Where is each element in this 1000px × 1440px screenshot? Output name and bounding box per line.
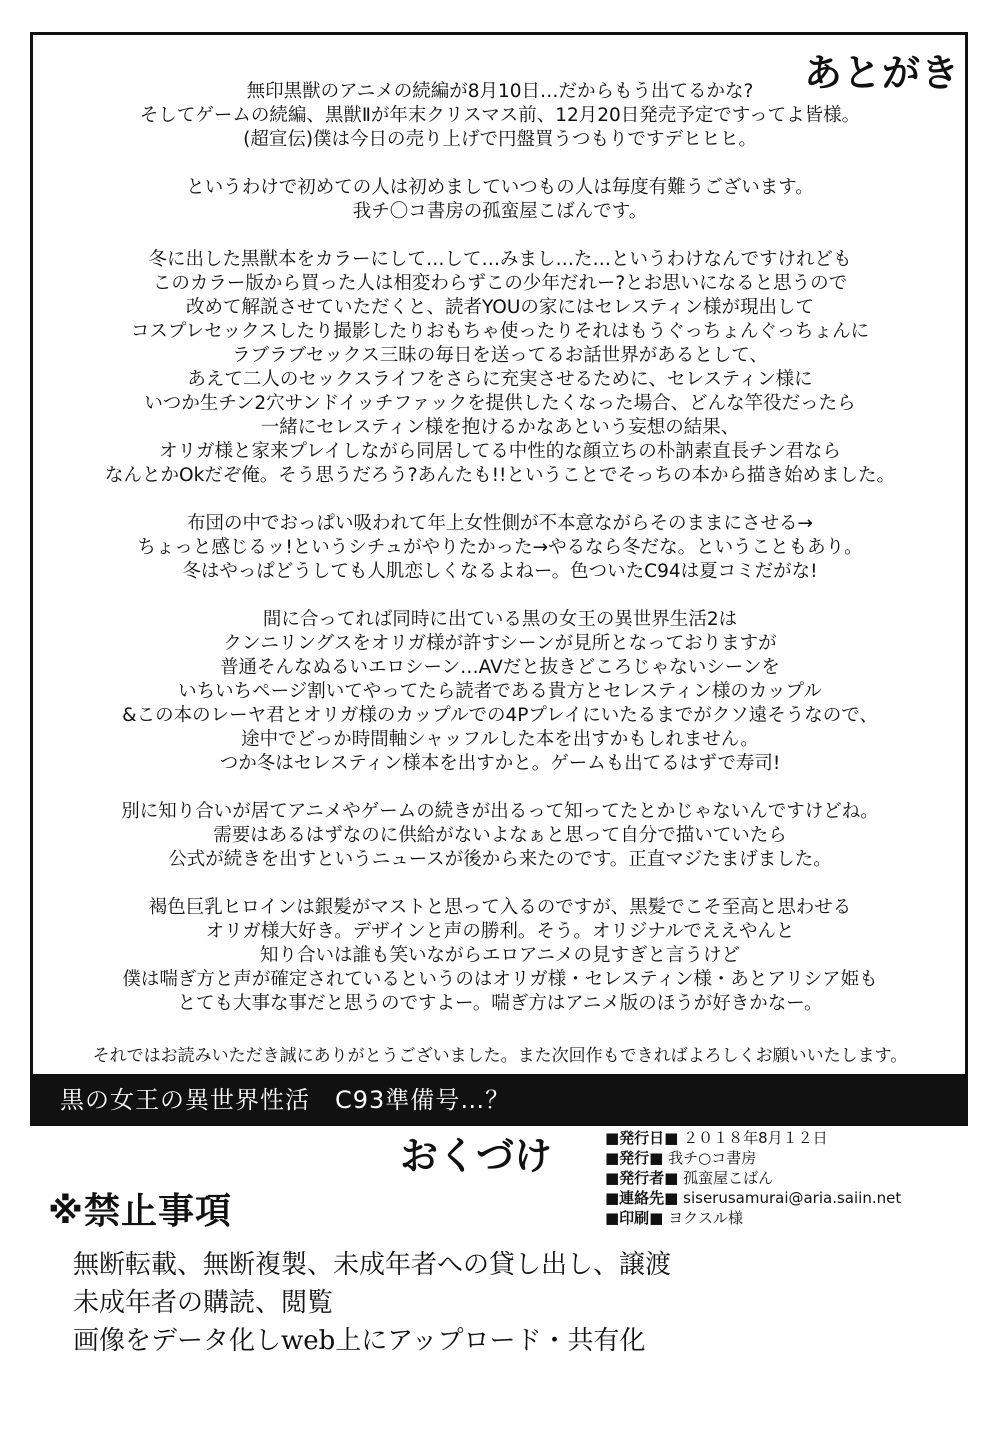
paragraph	[55, 512, 945, 584]
colophon-row	[605, 1148, 901, 1168]
afterword-heading: あとがき	[803, 51, 960, 95]
closing-line: それではお読みいただき誠にありがとうございました。また次回作もできればよろしくお願いいたします。	[92, 1046, 908, 1066]
text-line: オリガ様大好き。デザインと声の勝利。そう。オリジナルでええやんと	[205, 921, 795, 942]
text-line: ラブラブセックス三昧の毎日を送ってるお話世界があるとして、	[232, 345, 768, 366]
prohibition-item: 無断転載、無断複製、未成年者への貸し出し、譲渡	[73, 1250, 672, 1280]
paragraph	[55, 896, 945, 1016]
text-line: ちょっと感じるッ!というシチュがやりたかった→やるなら冬だな。ということもあり。	[137, 537, 863, 558]
text-line: そしてゲームの続編、黒獣Ⅱが年末クリスマス前、12月20日発売予定ですってよ皆様。	[139, 105, 861, 126]
text-line: 冬はやっぱどうしても人肌恋しくなるよねー。色ついたC94は夏コミだがな!	[182, 561, 818, 582]
text-line: 別に知り合いが居てアニメやゲームの続きが出るって知ってたとかじゃないんですけどね。	[121, 801, 879, 822]
text-line: 途中でどっか時間軸シャッフルした本を出すかもしれません。	[241, 729, 759, 750]
paragraph	[55, 248, 945, 488]
title-band: 黒の女王の異世界性活 C93準備号…？	[30, 1077, 968, 1123]
text-line: いつか生チン2穴サンドイッチファックを提供したくなった場合、どんな竿役だったら	[144, 393, 856, 414]
colophon-label: ■印刷■	[605, 1209, 664, 1227]
prohibitions-title: ※禁止事項	[48, 1191, 232, 1232]
paragraph	[55, 800, 945, 872]
text-line: 我チ〇コ書房の孤蛮屋こばんです。	[352, 201, 648, 222]
colophon-label: ■発行■	[605, 1149, 664, 1167]
prohibitions-list	[73, 1246, 671, 1360]
text-line: 一緒にセレスティン様を抱けるかなあという妄想の結果、	[260, 417, 740, 438]
text-line: 間に合ってれば同時に出ている黒の女王の異世界生活2は	[262, 609, 738, 630]
text-line: 普通そんなぬるいエロシーン…AVだと抜きどころじゃないシーンを	[220, 657, 780, 678]
text-line: 僕は喘ぎ方と声が確定されているというのはオリガ様・セレスティン様・あとアリシア姫も	[122, 969, 878, 990]
colophon-row	[605, 1128, 901, 1148]
text-line: 需要はあるはずなのに供給がないよなぁと思って自分で描いていたら	[213, 825, 787, 846]
colophon-value: 孤蛮屋こばん	[683, 1169, 774, 1187]
text-line: 冬に出した黒獣本をカラーにして…して…みまし…た…というわけなんですけれども	[148, 249, 852, 270]
text-line: とても大事な事だと思うのですよー。喘ぎ方はアニメ版のほうが好きかなー。	[177, 993, 823, 1014]
paragraph	[55, 608, 945, 776]
colophon-label: ■発行者■	[605, 1169, 679, 1187]
colophon-title: おくづけ	[400, 1134, 553, 1178]
text-line: 公式が続きを出すというニュースが後から来たのです。正直マジたまげました。	[168, 849, 832, 870]
colophon-value: ２０１８年8月１２日	[683, 1129, 828, 1147]
text-line: (超宣伝)僕は今日の売り上げで円盤買うつもりですデヒヒヒ。	[243, 129, 757, 150]
text-line: つか冬はセレスティン様本を出すかと。ゲームも出てるはずで寿司!	[219, 753, 781, 774]
text-line: このカラー版から買った人は相変わらずこの少年だれー?とお思いになると思うので	[152, 273, 848, 294]
text-line: 布団の中でおっぱい吸われて年上女性側が不本意ながらそのままにさせる→	[186, 513, 813, 534]
colophon-value: ヨクスル様	[668, 1209, 743, 1227]
colophon-row	[605, 1188, 901, 1208]
text-line: クンニリングスをオリガ様が許すシーンが見所となっておりますが	[223, 633, 777, 654]
colophon-value: siserusamurai@aria.saiin.net	[683, 1189, 902, 1207]
text-line: 褐色巨乳ヒロインは銀髪がマストと思って入るのですが、黒髪でこそ至高と思わせる	[148, 897, 852, 918]
text-line: &この本のレーヤ君とオリガ様のカップルでの4Pプレイにいたるまでがクソ遠そうなので、	[122, 705, 878, 726]
paragraph	[55, 80, 945, 152]
text-line: なんとかOkだぞ俺。そう思うだろう?あんたも!!ということでそっちの本から描き始めました。	[105, 465, 895, 486]
colophon	[605, 1128, 901, 1228]
text-line: オリガ様と家来プレイしながら同居してる中性的な顔立ちの朴訥素直長チン君なら	[159, 441, 841, 462]
prohibition-item: 画像をデータ化しweb上にアップロード・共有化	[73, 1326, 646, 1356]
text-line: いちいちページ割いてやってたら読者である貴方とセレスティン様のカップル	[178, 681, 822, 702]
text-line: 無印黒獣のアニメの続編が8月10日…だからもう出てるかな?	[246, 81, 754, 102]
colophon-row	[605, 1208, 901, 1228]
text-line: 改めて解説させていただくと、読者YOUの家にはセレスティン様が現出して	[186, 297, 814, 318]
prohibition-item: 未成年者の購読、閲覧	[73, 1288, 334, 1318]
text-line: 知り合いは誰も笑いながらエロアニメの見すぎと言うけど	[259, 945, 741, 966]
text-line: というわけで初めての人は初めましていつもの人は毎度有難うございます。	[186, 177, 814, 198]
colophon-label: ■連絡先■	[605, 1189, 679, 1207]
colophon-label: ■発行日■	[605, 1129, 679, 1147]
afterword-body	[55, 80, 945, 1040]
text-line: コスプレセックスしたり撮影したりおもちゃ使ったりそれはもうぐっちょんぐっちょんに	[130, 321, 870, 342]
colophon-row	[605, 1168, 901, 1188]
paragraph	[55, 176, 945, 224]
text-line: あえて二人のセックスライフをさらに充実させるために、セレスティン様に	[187, 369, 813, 390]
colophon-value: 我チ○コ書房	[668, 1149, 757, 1167]
